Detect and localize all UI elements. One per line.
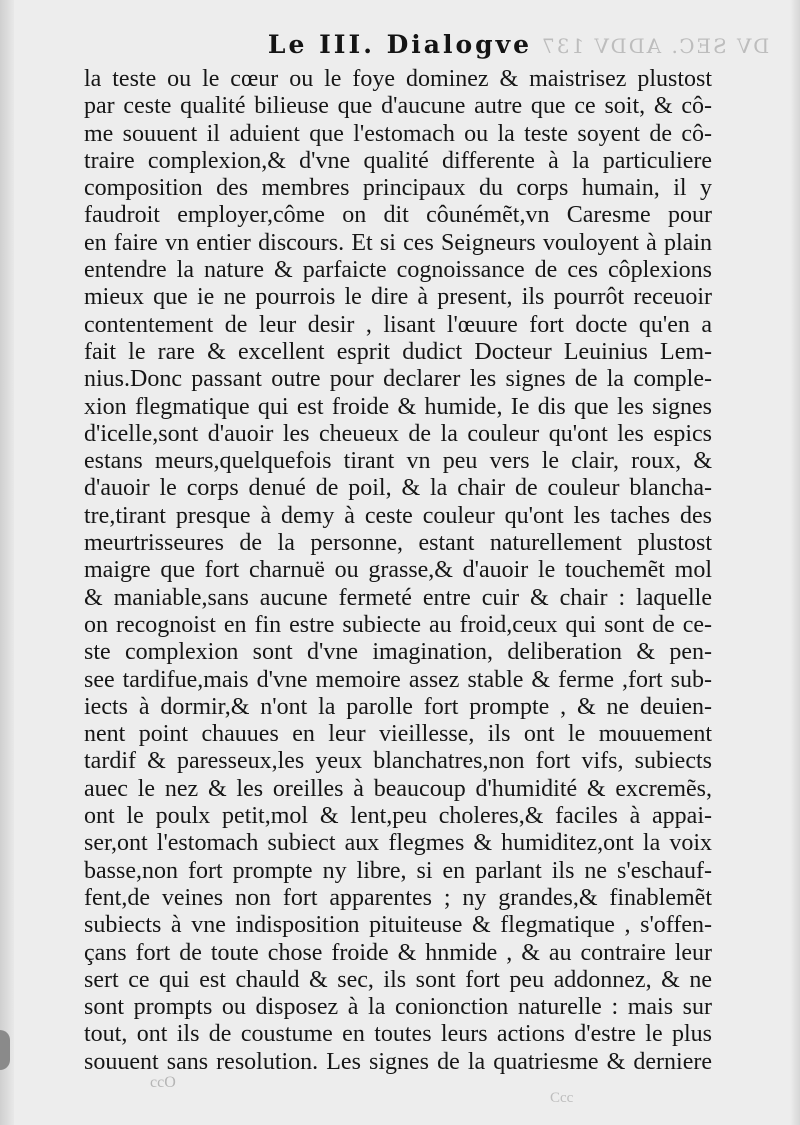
text-line: souuent sans resolution. Les signes de la quatriesme & derniere — [84, 1048, 712, 1075]
text-line: sont prompts ou disposez à la conionction naturelle : mais sur — [84, 994, 712, 1021]
text-line: d'icelle,sont d'auoir les cheueux de la couleur qu'ont les espics — [84, 420, 712, 447]
signature-mark: Ccc — [550, 1090, 574, 1106]
text-line: sert ce qui est chauld & sec, ils sont fort peu addonnez, & ne — [84, 966, 712, 993]
text-line: faudroit employer,côme on dit côunémẽt,vn Caresme pour — [84, 202, 712, 229]
text-line: me souuent il aduient que l'estomach ou la teste soyent de cô- — [84, 120, 712, 147]
text-line: estans meurs,quelquefois tirant vn peu vers le clair, roux, & — [84, 448, 712, 475]
text-line: on recognoist en fin estre subiecte au froid,ceux qui sont de ce- — [84, 611, 712, 638]
text-line: en faire vn entier discours. Et si ces Seigneurs vouloyent à plain — [84, 229, 712, 256]
text-line: fent,de veines non fort apparentes ; ny grandes,& finablemẽt — [84, 884, 712, 911]
text-line: xion flegmatique qui est froide & humide, Ie dis que les signes — [84, 393, 712, 420]
text-line: & maniable,sans aucune fermeté entre cuir & chair : laquelle — [84, 584, 712, 611]
text-line: meurtrisseures de la personne, estant naturellement plustost — [84, 530, 712, 557]
catchword: ccO — [150, 1074, 176, 1091]
text-line: iects à dormir,& n'ont la parolle fort prompte , & ne deuien- — [84, 693, 712, 720]
body-text — [84, 66, 712, 1076]
ink-blot — [0, 1030, 10, 1070]
text-line: ser,ont l'estomach subiect aux flegmes & humiditez,ont la voix — [84, 830, 712, 857]
bleed-through-text: DV SEC. ADDV 137 — [540, 34, 770, 58]
text-line: ont le poulx petit,mol & lent,peu choleres,& faciles à appai- — [84, 803, 712, 830]
text-line: see tardifue,mais d'vne memoire assez stable & ferme ,fort sub- — [84, 666, 712, 693]
text-line: subiects à vne indisposition pituiteuse & flegmatique , s'offen- — [84, 912, 712, 939]
text-line: ste complexion sont d'vne imagination, deliberation & pen- — [84, 639, 712, 666]
text-line: traire complexion,& d'vne qualité differente à la particuliere — [84, 147, 712, 174]
text-line: çans fort de toute chose froide & hnmide , & au contraire leur — [84, 939, 712, 966]
text-line: d'auoir le corps denué de poil, & la chair de couleur blancha- — [84, 475, 712, 502]
text-line: auec le nez & les oreilles à beaucoup d'humidité & excremẽs, — [84, 775, 712, 802]
text-line: tardif & paresseux,les yeux blanchatres,non fort vifs, subiects — [84, 748, 712, 775]
text-line: entendre la nature & parfaicte cognoissance de ces côplexions — [84, 257, 712, 284]
text-line: tre,tirant presque à demy à ceste couleur qu'ont les taches des — [84, 502, 712, 529]
text-line: par ceste qualité bilieuse que d'aucune autre que ce soit, & cô- — [84, 93, 712, 120]
running-header: Le III. Dialogve — [267, 30, 533, 59]
text-line: mieux que ie ne pourrois le dire à present, ils pourrôt receuoir — [84, 284, 712, 311]
text-line: maigre que fort charnuë ou grasse,& d'auoir le touchemẽt mol — [84, 557, 712, 584]
text-line: basse,non fort prompte ny libre, si en parlant ils ne s'eschauf- — [84, 857, 712, 884]
text-line: composition des membres principaux du corps humain, il y — [84, 175, 712, 202]
text-line: contentement de leur desir , lisant l'œuure fort docte qu'en a — [84, 311, 712, 338]
text-line: nent point chauues en leur vieillesse, ils ont le mouuement — [84, 721, 712, 748]
text-line: fait le rare & excellent esprit dudict Docteur Leuinius Lem- — [84, 338, 712, 365]
text-line: la teste ou le cœur ou le foye dominez & maistrisez plustost — [84, 66, 712, 92]
text-line: nius.Donc passant outre pour declarer les signes de la comple- — [84, 366, 712, 393]
text-line: tout, ont ils de coustume en toutes leurs actions d'estre le plus — [84, 1021, 712, 1048]
